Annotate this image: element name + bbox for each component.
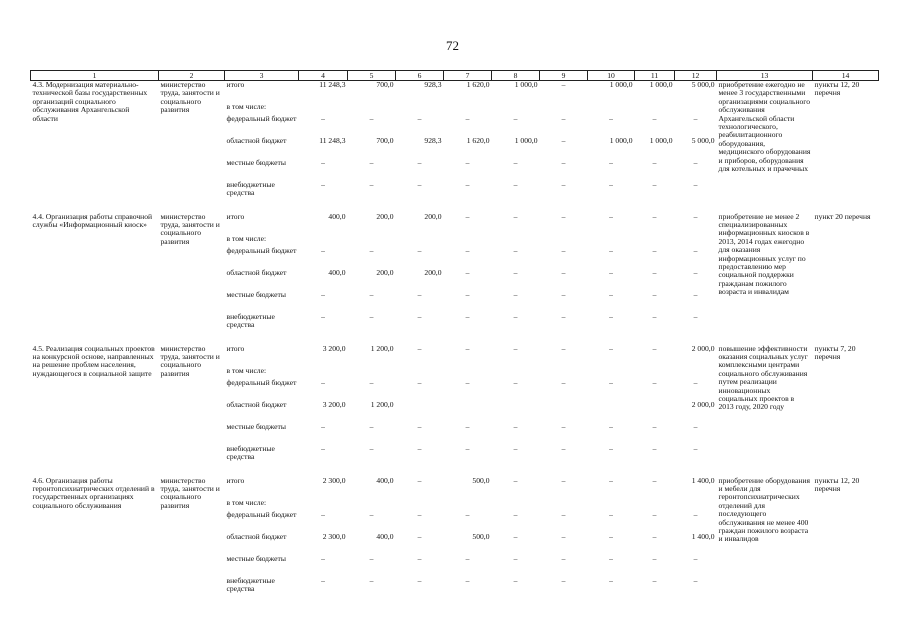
amount-cell: – [369, 158, 374, 167]
executor: министерство труда, занятости и социального развития [160, 344, 220, 378]
column-header-10: 10 [588, 71, 635, 81]
table-row [31, 345, 879, 367]
amount-cell: – [693, 312, 698, 321]
amount-cell: 1 000,0 [514, 80, 538, 89]
amount-cell: – [465, 268, 470, 277]
amount-cell [444, 367, 492, 379]
amount-cell: 200,0 [424, 212, 442, 221]
amount-cell: – [652, 212, 657, 221]
expected-result: повышение эффективности оказания социальных услуг комплексными центрами социального обслуживания путем реализации инновационных социальных проектов в 2013 году, 2020 году [718, 344, 808, 412]
amount-cell: – [609, 290, 613, 299]
amount-cell: 1 000,0 [609, 80, 633, 89]
column-header-14: 14 [813, 71, 879, 81]
amount-cell: – [609, 476, 613, 485]
amount-cell: – [609, 246, 613, 255]
row-gap [31, 467, 879, 477]
amount-cell: 11 248,3 [319, 80, 346, 89]
gap-cell [31, 467, 879, 477]
amount-cell [635, 401, 675, 423]
amount-cell: – [561, 476, 566, 485]
funding-source: федеральный бюджет [226, 246, 297, 255]
amount-cell: – [513, 532, 518, 541]
amount-cell [299, 367, 348, 379]
column-header-4: 4 [299, 71, 348, 81]
amount-cell [635, 367, 675, 379]
funding-source: в том числе: [226, 102, 267, 111]
amount-cell: – [417, 344, 422, 353]
amount-cell: 1 000,0 [649, 80, 673, 89]
amount-cell [635, 235, 675, 247]
amount-cell: – [369, 180, 374, 189]
amount-cell: – [561, 180, 566, 189]
amount-cell: – [417, 444, 422, 453]
amount-cell: – [652, 444, 657, 453]
amount-cell: – [465, 576, 470, 585]
executor: министерство труда, занятости и социального развития [160, 212, 220, 246]
amount-cell: – [417, 554, 422, 563]
amount-cell: 1 400,0 [691, 476, 715, 485]
amount-cell: – [513, 290, 518, 299]
funding-source: областной бюджет [226, 400, 287, 409]
amount-cell: – [465, 510, 470, 519]
amount-cell: 1 200,0 [370, 400, 394, 409]
amount-cell [588, 235, 635, 247]
amount-cell: – [561, 444, 566, 453]
amount-cell: – [513, 444, 518, 453]
funding-source: местные бюджеты [226, 290, 286, 299]
amount-cell: – [561, 344, 566, 353]
amount-cell: – [561, 422, 566, 431]
row-gap [31, 335, 879, 345]
amount-cell: – [321, 312, 325, 321]
funding-source: внебюджетные средства [226, 312, 275, 329]
column-header-13: 13 [717, 71, 813, 81]
amount-cell: – [693, 576, 698, 585]
amount-cell: 3 200,0 [322, 400, 346, 409]
amount-cell [540, 103, 588, 115]
amount-cell [588, 103, 635, 115]
amount-cell: 1 200,0 [370, 344, 394, 353]
amount-cell: – [513, 378, 518, 387]
amount-cell [540, 401, 588, 423]
column-header-row [31, 71, 879, 81]
amount-cell: – [417, 246, 422, 255]
amount-cell: – [321, 422, 325, 431]
amount-cell: 2 300,0 [322, 532, 346, 541]
amount-cell [396, 401, 444, 423]
table-row [31, 477, 879, 499]
amount-cell: 11 248,3 [319, 136, 346, 145]
amount-cell: – [417, 476, 422, 485]
amount-cell [348, 367, 396, 379]
amount-cell: – [609, 180, 613, 189]
column-header-1: 1 [31, 71, 159, 81]
amount-cell: – [321, 554, 325, 563]
amount-cell: – [561, 378, 566, 387]
amount-cell [396, 367, 444, 379]
amount-cell: – [513, 510, 518, 519]
amount-cell: 400,0 [376, 476, 394, 485]
amount-cell: – [369, 312, 374, 321]
measure-name: 4.5. Реализация социальных проектов на конкурсной основе, направленных на решение проблем населения, нуждающегося в социальной защите [32, 344, 155, 378]
table-row [31, 81, 879, 103]
amount-cell: – [513, 312, 518, 321]
amount-cell [299, 499, 348, 511]
amount-cell [540, 499, 588, 511]
amount-cell [348, 103, 396, 115]
funding-source: итого [226, 80, 245, 89]
amount-cell: – [561, 532, 566, 541]
funding-source: итого [226, 344, 245, 353]
amount-cell: – [609, 532, 613, 541]
amount-cell: – [321, 246, 325, 255]
amount-cell: – [321, 378, 325, 387]
amount-cell: – [609, 510, 613, 519]
funding-source: местные бюджеты [226, 158, 286, 167]
amount-cell: – [513, 422, 518, 431]
amount-cell: – [652, 268, 657, 277]
amount-cell: – [513, 344, 518, 353]
amount-cell: – [561, 290, 566, 299]
amount-cell: – [513, 246, 518, 255]
amount-cell: – [321, 114, 325, 123]
amount-cell: 400,0 [376, 532, 394, 541]
amount-cell: – [693, 158, 698, 167]
amount-cell: – [321, 510, 325, 519]
amount-cell: – [513, 268, 518, 277]
amount-cell [492, 103, 540, 115]
amount-cell: – [369, 444, 374, 453]
amount-cell: – [693, 422, 698, 431]
amount-cell [540, 235, 588, 247]
amount-cell: – [369, 290, 374, 299]
amount-cell: – [693, 246, 698, 255]
amount-cell: – [321, 576, 325, 585]
amount-cell: – [417, 180, 422, 189]
column-header-11: 11 [635, 71, 675, 81]
amount-cell: – [369, 576, 374, 585]
funding-source: федеральный бюджет [226, 510, 297, 519]
amount-cell: – [693, 212, 698, 221]
amount-cell: – [465, 312, 470, 321]
amount-cell: – [561, 136, 566, 145]
amount-cell: – [417, 158, 422, 167]
amount-cell: – [693, 180, 698, 189]
amount-cell: – [652, 378, 657, 387]
amount-cell [348, 235, 396, 247]
amount-cell: 2 000,0 [691, 344, 715, 353]
amount-cell: – [609, 444, 613, 453]
amount-cell: – [513, 158, 518, 167]
amount-cell [444, 499, 492, 511]
amount-cell: 2 000,0 [691, 400, 715, 409]
amount-cell: – [652, 576, 657, 585]
amount-cell: – [465, 114, 470, 123]
amount-cell: – [369, 510, 374, 519]
amount-cell: – [465, 444, 470, 453]
amount-cell: – [369, 554, 374, 563]
funding-source: в том числе: [226, 234, 267, 243]
amount-cell: 200,0 [376, 268, 394, 277]
amount-cell: – [652, 532, 657, 541]
amount-cell: 5 000,0 [691, 80, 715, 89]
amount-cell: – [369, 114, 374, 123]
amount-cell [444, 401, 492, 423]
amount-cell: – [465, 212, 470, 221]
amount-cell: – [513, 476, 518, 485]
amount-cell [492, 401, 540, 423]
expected-result: приобретение не менее 2 специализированных информационных киосков в 2013, 2014 годах ежегодно для оказания информационных услуг по предоставлению мер социальной поддержки гражданам пожилого возраста и инвалидам [718, 212, 810, 297]
gap-cell [31, 203, 879, 213]
amount-cell: – [561, 576, 566, 585]
funding-source: областной бюджет [226, 136, 287, 145]
amount-cell: 928,3 [424, 136, 442, 145]
amount-cell: – [609, 158, 613, 167]
reference: пункты 7, 20 перечня [814, 344, 856, 361]
amount-cell: – [513, 576, 518, 585]
amount-cell: – [369, 246, 374, 255]
table-row [31, 213, 879, 235]
funding-source: областной бюджет [226, 268, 287, 277]
amount-cell: – [652, 114, 657, 123]
amount-cell: – [465, 344, 470, 353]
amount-cell: 1 000,0 [609, 136, 633, 145]
funding-source: внебюджетные средства [226, 576, 275, 593]
amount-cell: 700,0 [376, 136, 394, 145]
amount-cell: – [609, 114, 613, 123]
amount-cell: – [513, 212, 518, 221]
amount-cell: – [693, 268, 698, 277]
amount-cell: – [609, 378, 613, 387]
amount-cell: – [652, 158, 657, 167]
amount-cell: – [609, 554, 613, 563]
amount-cell: – [465, 422, 470, 431]
amount-cell: – [609, 212, 613, 221]
column-header-12: 12 [675, 71, 717, 81]
amount-cell: – [561, 158, 566, 167]
amount-cell: 500,0 [472, 532, 490, 541]
reference: пункт 20 перечня [814, 212, 871, 221]
amount-cell [588, 367, 635, 379]
measure-name: 4.3. Модернизация материально-технической базы государственных организаций социального обслуживания Архангельской области [32, 80, 148, 123]
amount-cell: – [465, 180, 470, 189]
amount-cell: – [609, 422, 613, 431]
amount-cell: 3 200,0 [322, 344, 346, 353]
amount-cell: 400,0 [328, 212, 346, 221]
executor: министерство труда, занятости и социального развития [160, 80, 220, 115]
amount-cell: – [417, 422, 422, 431]
amount-cell [635, 103, 675, 115]
amount-cell: – [609, 576, 613, 585]
amount-cell: – [417, 378, 422, 387]
amount-cell: – [513, 114, 518, 123]
amount-cell: – [561, 312, 566, 321]
amount-cell: – [513, 554, 518, 563]
column-header-9: 9 [540, 71, 588, 81]
amount-cell: – [465, 158, 470, 167]
program-table [30, 70, 879, 599]
amount-cell [444, 103, 492, 115]
expected-result: приобретение оборудования и мебели для геронтопсихиатрических отделений для последующего обслуживания не менее 400 граждан пожилого возраста и инвалидов [718, 476, 810, 544]
amount-cell: 928,3 [424, 80, 442, 89]
amount-cell [675, 235, 717, 247]
funding-source: федеральный бюджет [226, 114, 297, 123]
amount-cell: – [369, 422, 374, 431]
amount-cell [396, 235, 444, 247]
amount-cell: 1 620,0 [466, 136, 490, 145]
amount-cell: – [417, 114, 422, 123]
amount-cell [299, 235, 348, 247]
amount-cell [348, 499, 396, 511]
amount-cell: – [693, 378, 698, 387]
column-header-5: 5 [348, 71, 396, 81]
amount-cell: 400,0 [328, 268, 346, 277]
funding-source: областной бюджет [226, 532, 287, 541]
amount-cell [492, 499, 540, 511]
amount-cell [588, 499, 635, 511]
reference: пункты 12, 20 перечня [814, 476, 860, 493]
amount-cell: – [465, 290, 470, 299]
column-header-2: 2 [159, 71, 225, 81]
column-header-8: 8 [492, 71, 540, 81]
amount-cell: – [609, 268, 613, 277]
amount-cell: – [652, 344, 657, 353]
amount-cell: – [652, 510, 657, 519]
column-header-6: 6 [396, 71, 444, 81]
amount-cell: 500,0 [472, 476, 490, 485]
amount-cell [635, 499, 675, 511]
amount-cell: – [609, 312, 613, 321]
amount-cell: – [609, 344, 613, 353]
amount-cell: – [321, 180, 325, 189]
amount-cell: 1 400,0 [691, 532, 715, 541]
amount-cell: – [561, 80, 566, 89]
amount-cell [540, 367, 588, 379]
amount-cell: 1 000,0 [514, 136, 538, 145]
funding-source: федеральный бюджет [226, 378, 297, 387]
amount-cell: – [693, 510, 698, 519]
amount-cell: 200,0 [424, 268, 442, 277]
amount-cell [675, 499, 717, 511]
row-gap [31, 203, 879, 213]
amount-cell: – [321, 290, 325, 299]
amount-cell: – [652, 476, 657, 485]
amount-cell [492, 235, 540, 247]
amount-cell [675, 367, 717, 379]
amount-cell: – [417, 510, 422, 519]
amount-cell: – [561, 554, 566, 563]
amount-cell: 5 000,0 [691, 136, 715, 145]
amount-cell: – [652, 180, 657, 189]
amount-cell: – [561, 114, 566, 123]
amount-cell: – [693, 554, 698, 563]
expected-result: приобретение ежегодно не менее 3 государственными организациями социального обслуживания Архангельской области технологического, реабилитационного оборудования, медицинского оборудования и приборов, оборудования для котельных и прачечных [718, 80, 811, 174]
funding-source: в том числе: [226, 498, 267, 507]
amount-cell [299, 103, 348, 115]
amount-cell: – [652, 422, 657, 431]
amount-cell: – [465, 378, 470, 387]
reference: пункты 12, 20 перечня [814, 80, 860, 98]
funding-source: местные бюджеты [226, 422, 286, 431]
measure-name: 4.6. Организация работы геронтопсихиатрических отделений в государственных организациях социального обслуживания [32, 476, 155, 510]
amount-cell: – [417, 576, 422, 585]
gap-cell [31, 335, 879, 345]
amount-cell [675, 103, 717, 115]
amount-cell: – [652, 554, 657, 563]
funding-source: местные бюджеты [226, 554, 286, 563]
amount-cell: – [465, 554, 470, 563]
amount-cell: – [321, 158, 325, 167]
amount-cell: 1 620,0 [466, 80, 490, 89]
amount-cell [444, 235, 492, 247]
amount-cell: – [513, 180, 518, 189]
amount-cell: – [321, 444, 325, 453]
amount-cell: – [561, 268, 566, 277]
amount-cell: – [652, 312, 657, 321]
amount-cell: – [693, 114, 698, 123]
amount-cell: – [561, 246, 566, 255]
amount-cell: 1 000,0 [649, 136, 673, 145]
amount-cell [588, 401, 635, 423]
amount-cell: – [693, 290, 698, 299]
amount-cell: – [417, 312, 422, 321]
amount-cell: 700,0 [376, 80, 394, 89]
amount-cell: – [652, 246, 657, 255]
amount-cell: – [561, 212, 566, 221]
amount-cell: – [465, 246, 470, 255]
funding-source: внебюджетные средства [226, 444, 275, 461]
funding-source: итого [226, 476, 245, 485]
amount-cell [396, 103, 444, 115]
amount-cell: 200,0 [376, 212, 394, 221]
amount-cell: – [652, 290, 657, 299]
funding-source: внебюджетные средства [226, 180, 275, 197]
amount-cell: – [561, 510, 566, 519]
amount-cell: – [417, 290, 422, 299]
page-number: 72 [446, 38, 459, 53]
funding-source: в том числе: [226, 366, 267, 375]
funding-source: итого [226, 212, 245, 221]
executor: министерство труда, занятости и социального развития [160, 476, 220, 510]
amount-cell: 2 300,0 [322, 476, 346, 485]
amount-cell: – [693, 444, 698, 453]
amount-cell [396, 499, 444, 511]
amount-cell: – [417, 532, 422, 541]
column-header-7: 7 [444, 71, 492, 81]
amount-cell: – [369, 378, 374, 387]
amount-cell [492, 367, 540, 379]
column-header-3: 3 [225, 71, 299, 81]
measure-name: 4.4. Организация работы справочной службы «Информационный киоск» [32, 212, 153, 229]
